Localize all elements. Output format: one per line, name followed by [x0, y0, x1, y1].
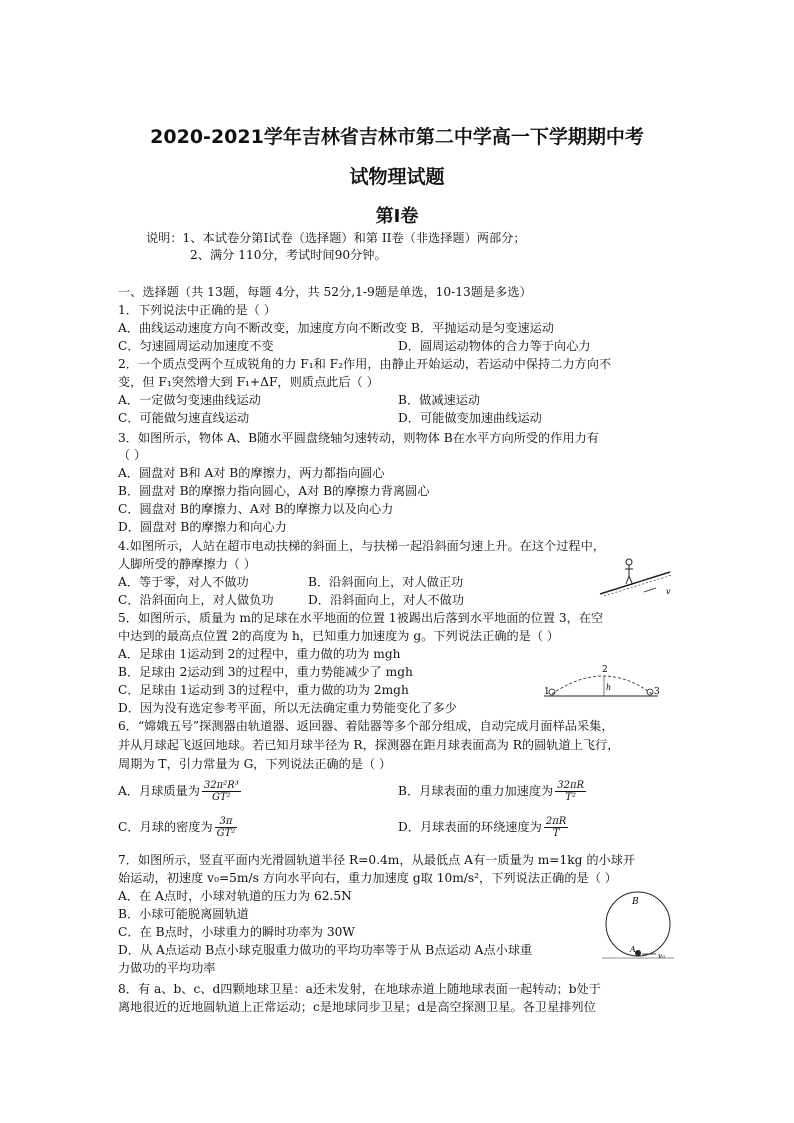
q6-option-d [398, 814, 570, 840]
q5-option-c: C．足球由 1运动到 3的过程中，重力做的功为 2mgh [118, 683, 409, 697]
q5-option-d: D．因为没有选定参考平面，所以无法确定重力势能变化了多少 [118, 701, 457, 715]
q7-line2: 始运动，初速度 v₀=5m/s 方向水平向右，重力加速度 g取 10m/s²，下列说法正确的是（ ） [118, 871, 617, 885]
q6-option-b-text: B．月球表面的重力加速度为 [398, 784, 554, 798]
track-velocity-label: v₀ [658, 952, 665, 960]
q2-option-b: B．做减速运动 [398, 393, 481, 407]
track-point-a-label: A [630, 945, 636, 954]
q6-line1: 6．“嫦娥五号”探测器由轨道器、返回器、着陆器等多个部分组成，自动完成月面样品采集， [118, 719, 614, 733]
q6-d-denominator: T [552, 828, 560, 839]
q7-line1: 7．如图所示，竖直平面内光滑圆轨道半径 R=0.4m，从最低点 A有一质量为 m=1kg 的小球开 [118, 853, 636, 867]
q1-option-d: D．圆周运动物体的合力等于向心力 [398, 339, 591, 353]
q6-b-denominator: T² [565, 792, 576, 803]
q4-option-d: D．沿斜面向上，对人不做功 [308, 593, 465, 607]
q6-option-d-fraction [544, 816, 568, 839]
q4-option-a: A．等于零，对人不做功 [118, 575, 249, 589]
part1-heading: 一、选择题（共 13题，每题 4分，共 52分,1-9题是单选，10-13题是多选） [118, 285, 532, 299]
section-heading: 第Ⅰ卷 [375, 206, 419, 227]
q6-b-numerator: 32πR [557, 780, 585, 791]
q5-line1: 5．如图所示，质量为 m的足球在水平地面的位置 1被踢出后落到水平地面的位置 3，在空 [118, 611, 604, 625]
q8-line2: 离地很近的近地圆轨道上正常运动；c是地球同步卫星；d是高空探测卫星。各卫星排列位 [118, 1000, 596, 1014]
q6-option-a [118, 778, 243, 804]
q7-option-d-line2: 力做功的平均功率 [118, 961, 216, 975]
q6-option-a-text: A．月球质量为 [118, 784, 200, 798]
football-height-label: h [606, 683, 612, 692]
football-point-2: 2 [602, 665, 608, 675]
q8-line1: 8．有 a、b、c、d四颗地球卫星：a还未发射，在地球赤道上随地球表面一起转动；b处于 [118, 982, 601, 996]
q3-line1: 3．如图所示，物体 A、B随水平圆盘绕轴匀速转动，则物体 B在水平方向所受的作用力有 [118, 431, 599, 445]
q4-line2: 人脚所受的静摩擦力（ ） [118, 557, 256, 571]
q2-option-a: A．一定做匀变速曲线运动 [118, 393, 261, 407]
football-point-3: 3 [654, 687, 660, 697]
q6-a-denominator: GT² [212, 792, 231, 803]
q2-line2: 变，但 F₁突然增大到 F₁+ΔF，则质点此后（ ） [118, 375, 379, 389]
q6-option-c-fraction [215, 816, 238, 839]
q4-option-c: C．沿斜面向上，对人做负功 [118, 593, 274, 607]
q1-stem: 1．下列说法中正确的是（ ） [118, 303, 276, 317]
q6-c-numerator: 3π [215, 816, 238, 828]
q6-d-numerator: 2πR [545, 816, 567, 827]
q3-option-c: C．圆盘对 B的摩擦力、A对 B的摩擦力以及向心力 [118, 502, 394, 516]
q5-option-a: A．足球由 1运动到 2的过程中，重力做的功为 mgh [118, 647, 401, 661]
q3-option-d: D．圆盘对 B的摩擦力和向心力 [118, 520, 287, 534]
vertical-circle-track-figure [600, 888, 678, 964]
q3-option-b: B．圆盘对 B的摩擦力指向圆心，A对 B的摩擦力背离圆心 [118, 484, 430, 498]
q2-option-c: C．可能做匀速直线运动 [118, 411, 250, 425]
football-point-1: 1 [544, 687, 550, 697]
note-2: 2、满分 110分，考试时间90分钟。 [190, 248, 387, 262]
q5-line2: 中达到的最高点位置 2的高度为 h，已知重力加速度为 g。下列说法正确的是（ ） [118, 629, 560, 643]
q3-line2: （ ） [118, 448, 147, 462]
q3-option-a: A．圆盘对 B和 A对 B的摩擦力，两力都指向圆心 [118, 466, 385, 480]
q7-option-d-line1: D．从 A点运动 B点小球克服重力做功的平均功率等于从 B点运动 A点小球重 [118, 943, 533, 957]
q6-option-c [118, 814, 239, 840]
q7-option-a: A．在 A点时，小球对轨道的压力为 62.5N [118, 889, 352, 903]
q6-option-d-text: D．月球表面的环绕速度为 [398, 820, 542, 834]
q6-a-numerator: 32π²R³ [203, 780, 239, 791]
q7-option-b: B．小球可能脱离圆轨道 [118, 907, 249, 921]
q2-option-d: D．可能做变加速曲线运动 [398, 411, 542, 425]
q7-option-c: C．在 B点时，小球重力的瞬时功率为 30W [118, 925, 355, 939]
track-point-b-label: B [632, 897, 639, 907]
exam-title-line1: 2020-2021学年吉林省吉林市第二中学高一下学期期中考 [150, 126, 644, 148]
escalator-figure [596, 556, 676, 598]
q5-option-b: B．足球由 2运动到 3的过程中，重力势能减少了 mgh [118, 665, 413, 679]
q1-option-c: C．匀速圆周运动加速度不变 [118, 339, 274, 353]
q4-option-b: B．沿斜面向上，对人做正功 [308, 575, 464, 589]
q6-option-c-text: C．月球的密度为 [118, 820, 213, 834]
q2-line1: 2．一个质点受两个互成锐角的力 F₁和 F₂作用，由静止开始运动，若运动中保持二力方向不 [118, 357, 612, 371]
q6-line3: 周期为 T，引力常量为 G，下列说法正确的是（ ） [118, 757, 392, 771]
q6-option-a-fraction [202, 780, 241, 803]
q6-c-denominator: GT² [216, 828, 236, 839]
q1-option-a: A．曲线运动速度方向不断改变，加速度方向不断改变 B．平抛运动是匀变速运动 [118, 321, 555, 335]
note-1: 说明：1、本试卷分第Ⅰ试卷（选择题）和第 II卷（非选择题）两部分； [146, 231, 526, 245]
escalator-velocity-label: v [666, 587, 671, 596]
q6-option-b [398, 778, 588, 804]
q4-line1: 4.如图所示，人站在超市电动扶梯的斜面上，与扶梯一起沿斜面匀速上升。在这个过程中， [118, 539, 605, 553]
football-trajectory-figure [540, 662, 662, 702]
exam-title-line2: 试物理试题 [349, 166, 445, 188]
q6-line2: 并从月球起飞返回地球。若已知月球半径为 R，探测器在距月球表面高为 R的圆轨道上飞行， [118, 738, 620, 752]
q6-option-b-fraction [555, 780, 586, 803]
